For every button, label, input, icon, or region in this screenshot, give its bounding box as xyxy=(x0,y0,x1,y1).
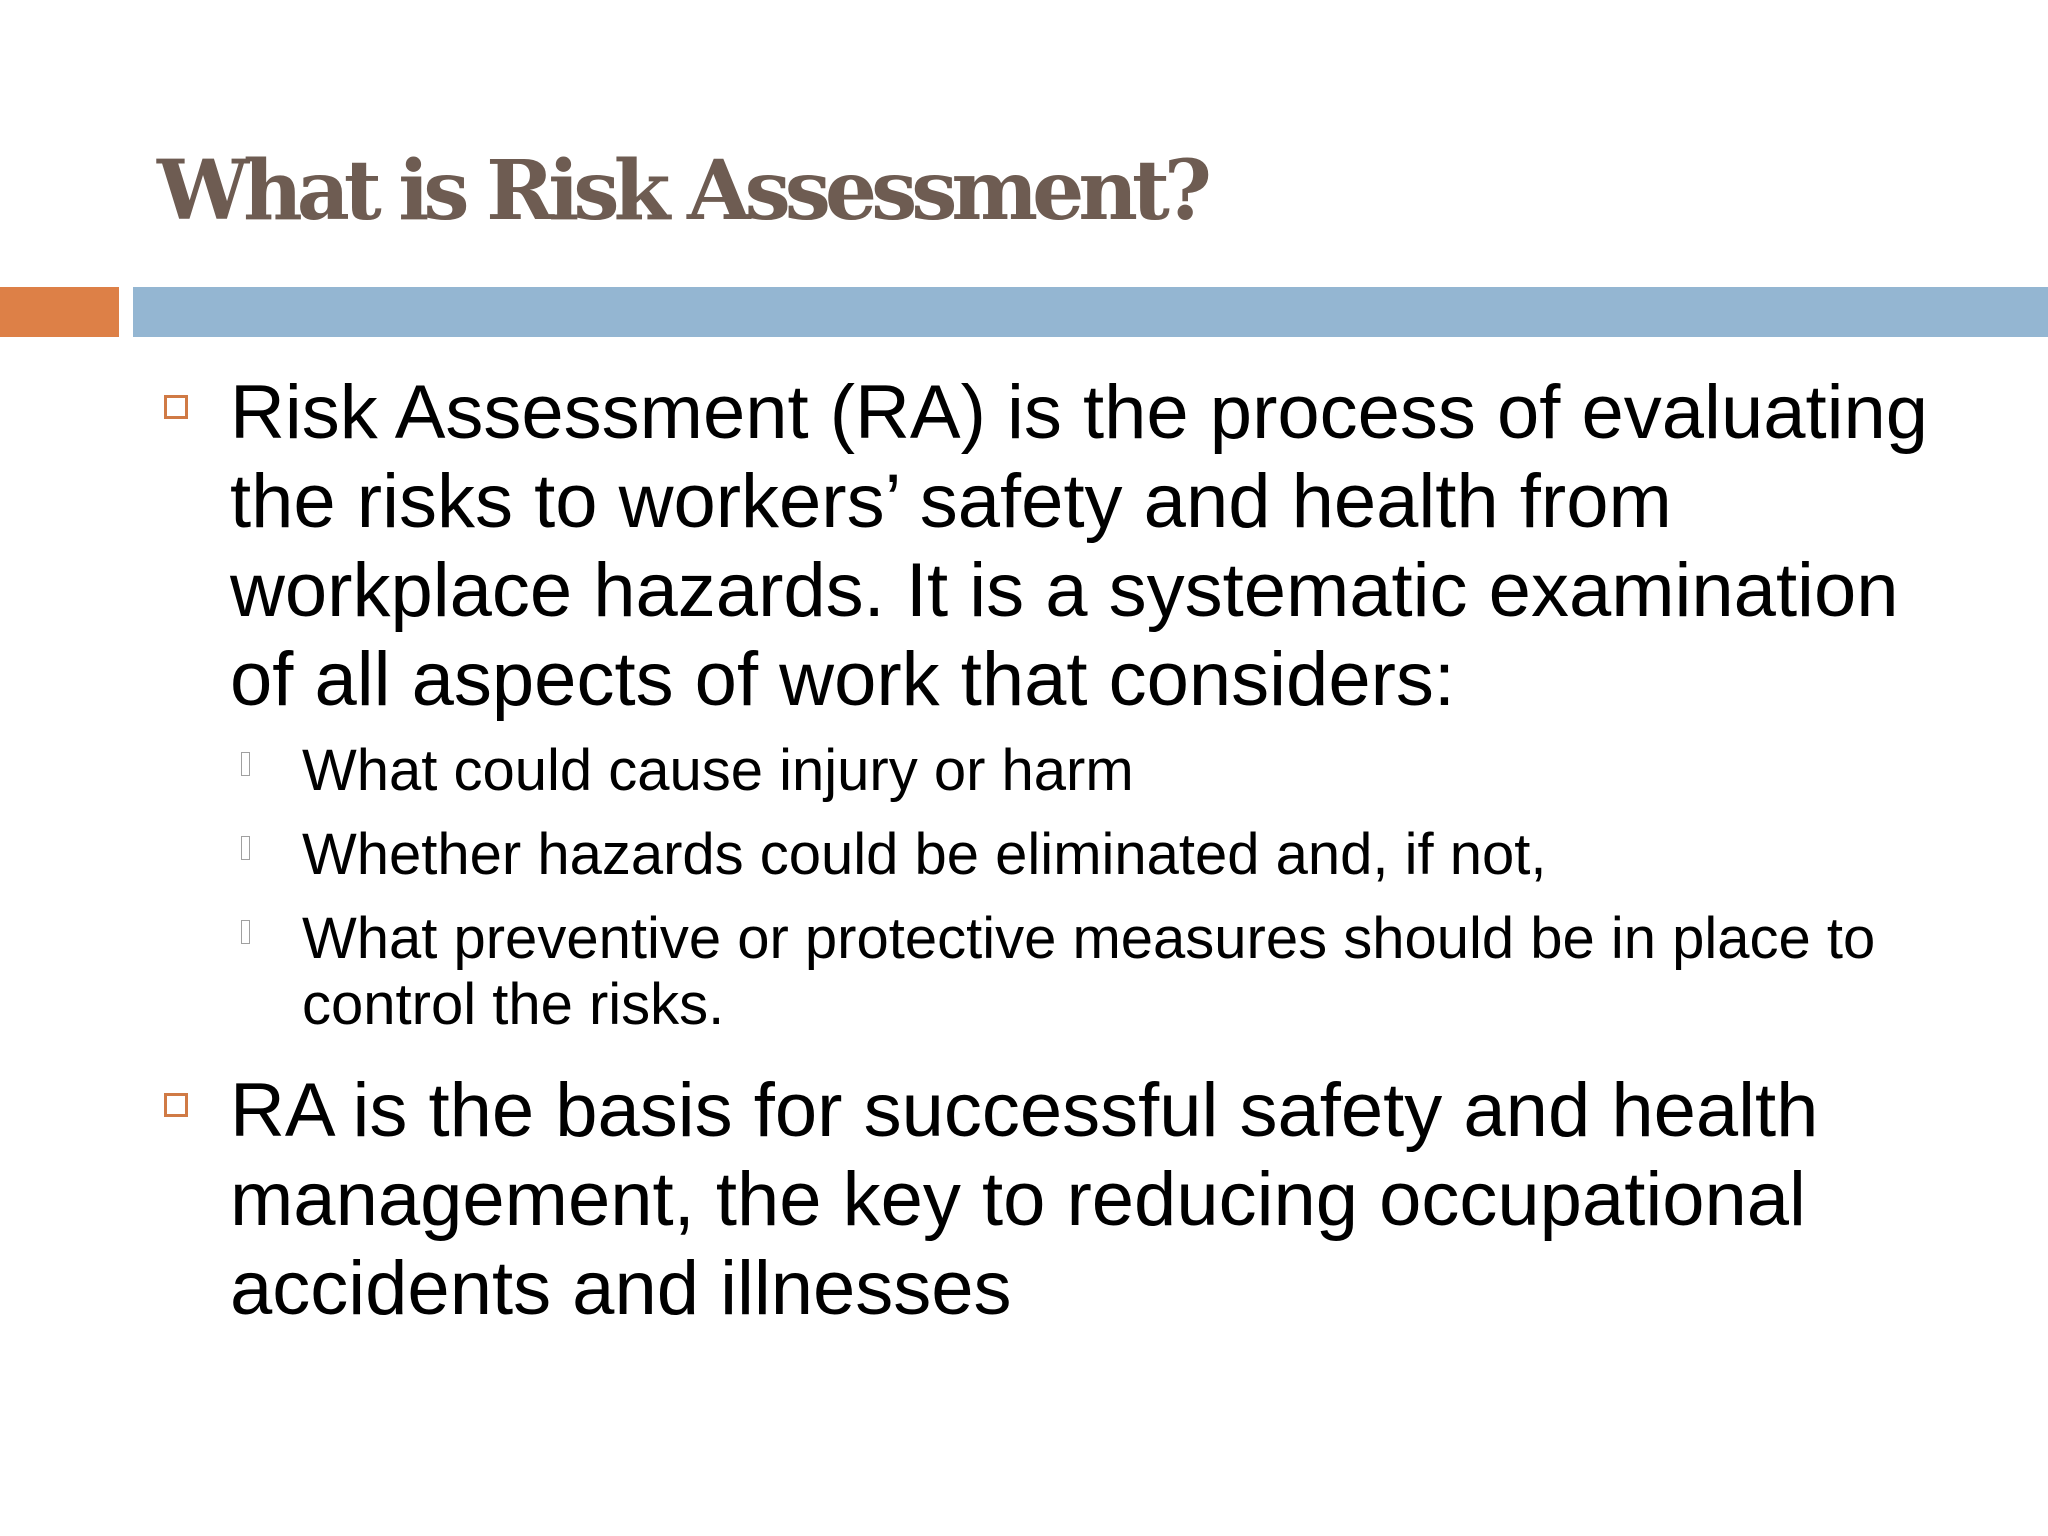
bullet-text: RA is the basis for successful safety and health management, the key to reducing occupational accidents and illnesses xyxy=(230,1068,1819,1331)
sub-bullet-text: What preventive or protective measures should be in place to control the risks. xyxy=(302,906,1876,1037)
sub-bullet-text: What could cause injury or harm xyxy=(302,738,1134,803)
sub-bullet-icon xyxy=(241,920,250,944)
sub-bullet-list xyxy=(0,738,2048,1038)
bullet-item xyxy=(0,368,1930,724)
sub-bullet-icon xyxy=(241,836,250,860)
sub-bullet-item xyxy=(0,906,1982,1038)
slide-title: What is Risk Assessment? xyxy=(157,143,1206,239)
square-bullet-icon xyxy=(164,395,188,419)
square-bullet-icon xyxy=(164,1093,188,1117)
sub-bullet-item xyxy=(0,822,1982,888)
accent-bar xyxy=(0,287,119,337)
slide-content xyxy=(0,368,2048,1333)
sub-bullet-text: Whether hazards could be eliminated and, if not, xyxy=(302,822,1547,887)
bullet-item xyxy=(0,1066,1930,1333)
sub-bullet-item xyxy=(0,738,1982,804)
header-bar xyxy=(133,287,2048,337)
bullet-text: Risk Assessment (RA) is the process of evaluating the risks to workers’ safety and health from workplace hazards. It is a systematic examination of all aspects of work that considers: xyxy=(230,370,1929,722)
sub-bullet-icon xyxy=(241,752,250,776)
